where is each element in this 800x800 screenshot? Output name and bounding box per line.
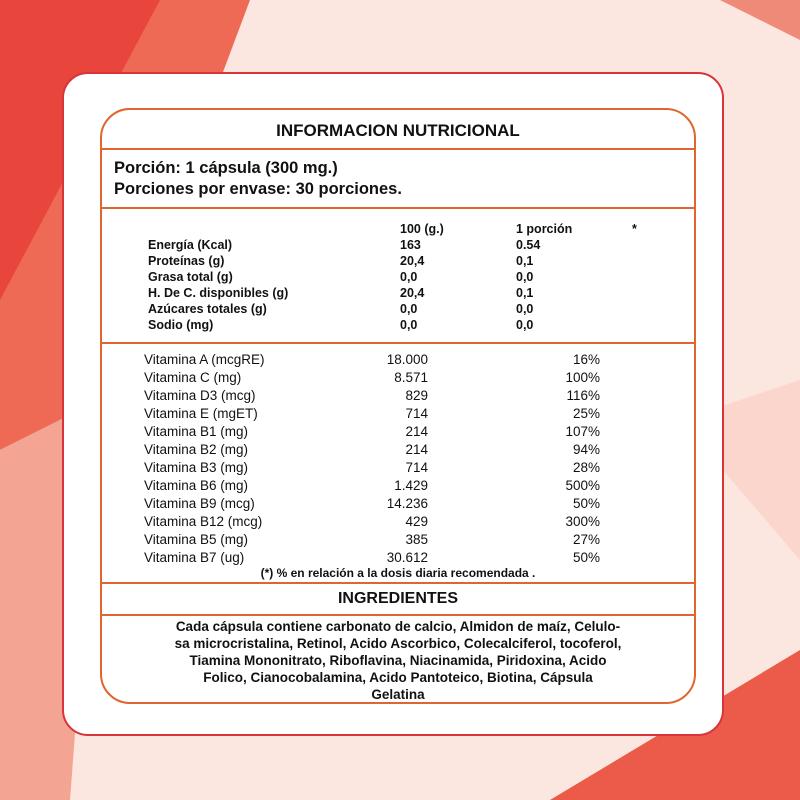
nutrient-portion: 0,1 — [516, 286, 534, 300]
column-header-portion: 1 porción — [516, 222, 573, 236]
vitamin-row — [102, 352, 694, 369]
nutrient-per100: 20,4 — [400, 286, 425, 300]
nutrient-label: Proteínas (g) — [148, 254, 225, 268]
vitamin-name: Vitamina E (mgET) — [144, 406, 258, 421]
vitamin-name: Vitamina B7 (ug) — [144, 550, 245, 565]
nutrition-row — [102, 238, 694, 254]
ingredients-line: Tiamina Mononitrato, Riboflavina, Niacinamida, Piridoxina, Acido — [189, 653, 607, 668]
vitamin-percent: 16% — [572, 352, 600, 367]
vitamin-amount: 214 — [405, 442, 428, 457]
divider — [102, 148, 694, 150]
serving-size: Porción: 1 cápsula (300 mg.) — [114, 159, 338, 177]
nutrient-label: H. De C. disponibles (g) — [148, 286, 289, 300]
vitamin-amount: 214 — [405, 424, 428, 439]
vitamin-amount: 30.612 — [386, 550, 428, 565]
vitamin-row — [102, 532, 694, 549]
vitamin-percent: 100% — [565, 370, 600, 385]
nutrition-row — [102, 318, 694, 334]
ingredients-text — [108, 618, 688, 703]
divider — [102, 582, 694, 584]
nutrient-portion: 0,0 — [516, 270, 534, 284]
nutrient-per100: 0,0 — [400, 302, 418, 316]
nutrient-portion: 0,1 — [516, 254, 534, 268]
nutrient-per100: 20,4 — [400, 254, 425, 268]
nutrient-portion: 0.54 — [516, 238, 541, 252]
vitamin-row — [102, 460, 694, 477]
vitamin-percent: 94% — [572, 442, 600, 457]
nutrition-row — [102, 270, 694, 286]
vitamin-percent: 116% — [566, 388, 600, 403]
column-header-100g: 100 (g.) — [400, 222, 444, 236]
nutrition-header-row — [102, 222, 694, 238]
vitamin-amount: 714 — [405, 406, 428, 421]
column-header-star: * — [632, 222, 637, 236]
ingredients-line: sa microcristalina, Retinol, Acido Ascorbico, Colecalciferol, tocoferol, — [174, 636, 622, 651]
vitamin-percent: 27% — [572, 532, 600, 547]
vitamin-row — [102, 496, 694, 513]
nutrient-label: Sodio (mg) — [148, 318, 214, 332]
nutrition-title: INFORMACION NUTRICIONAL — [276, 121, 520, 140]
vitamin-percent: 50% — [572, 550, 600, 565]
vitamin-row — [102, 370, 694, 387]
nutrient-per100: 0,0 — [400, 318, 418, 332]
vitamin-row — [102, 424, 694, 441]
vitamin-amount: 1.429 — [394, 478, 428, 493]
vitamin-name: Vitamina B3 (mg) — [144, 460, 249, 475]
vitamin-amount: 714 — [405, 460, 428, 475]
vitamin-name: Vitamina B1 (mg) — [144, 424, 249, 439]
divider — [102, 342, 694, 344]
ingredients-title: INGREDIENTES — [337, 590, 458, 607]
nutrient-label: Grasa total (g) — [148, 270, 233, 284]
vitamin-name: Vitamina C (mg) — [144, 370, 242, 385]
nutrition-row — [102, 286, 694, 302]
divider — [102, 207, 694, 209]
vitamin-name: Vitamina B2 (mg) — [144, 442, 249, 457]
vitamin-percent: 500% — [565, 478, 600, 493]
vitamin-name: Vitamina B6 (mg) — [144, 478, 249, 493]
vitamin-name: Vitamina B9 (mcg) — [144, 496, 255, 511]
vitamin-row — [102, 550, 694, 567]
vitamin-percent: 50% — [572, 496, 600, 511]
nutrient-per100: 163 — [400, 238, 421, 252]
vitamin-amount: 829 — [405, 388, 428, 403]
vitamin-row — [102, 514, 694, 531]
nutrient-label: Energía (Kcal) — [148, 238, 233, 252]
vitamin-amount: 18.000 — [386, 352, 428, 367]
nutrition-row — [102, 302, 694, 318]
vitamin-percent: 300% — [565, 514, 600, 529]
vitamin-row — [102, 406, 694, 423]
vitamin-name: Vitamina B12 (mcg) — [144, 514, 263, 529]
divider — [102, 614, 694, 616]
vitamin-row — [102, 442, 694, 459]
vitamin-amount: 429 — [405, 514, 428, 529]
nutrient-per100: 0,0 — [400, 270, 418, 284]
nutrient-portion: 0,0 — [516, 302, 534, 316]
vitamin-percent: 28% — [572, 460, 600, 475]
vitamin-row — [102, 478, 694, 495]
vitamin-amount: 14.236 — [386, 496, 428, 511]
nutrient-portion: 0,0 — [516, 318, 534, 332]
nutrition-panel — [100, 108, 696, 704]
vitamin-percent: 25% — [572, 406, 600, 421]
vitamin-name: Vitamina A (mcgRE) — [144, 352, 265, 367]
vitamin-amount: 385 — [405, 532, 428, 547]
ingredients-line: Gelatina — [371, 687, 425, 702]
nutrient-label: Azúcares totales (g) — [148, 302, 267, 316]
vitamin-row — [102, 388, 694, 405]
ingredients-line: Folico, Cianocobalamina, Acido Pantoteico, Biotina, Cápsula — [203, 670, 593, 685]
ingredients-line: Cada cápsula contiene carbonato de calcio, Almidon de maíz, Celulo- — [175, 619, 621, 634]
vitamin-name: Vitamina D3 (mcg) — [144, 388, 256, 403]
vitamin-name: Vitamina B5 (mg) — [144, 532, 249, 547]
vitamin-percent: 107% — [565, 424, 600, 439]
daily-value-footnote: (*) % en relación a la dosis diaria recomendada . — [260, 566, 536, 580]
vitamin-amount: 8.571 — [394, 370, 428, 385]
nutrition-row — [102, 254, 694, 270]
servings-per-container: Porciones por envase: 30 porciones. — [114, 180, 402, 198]
